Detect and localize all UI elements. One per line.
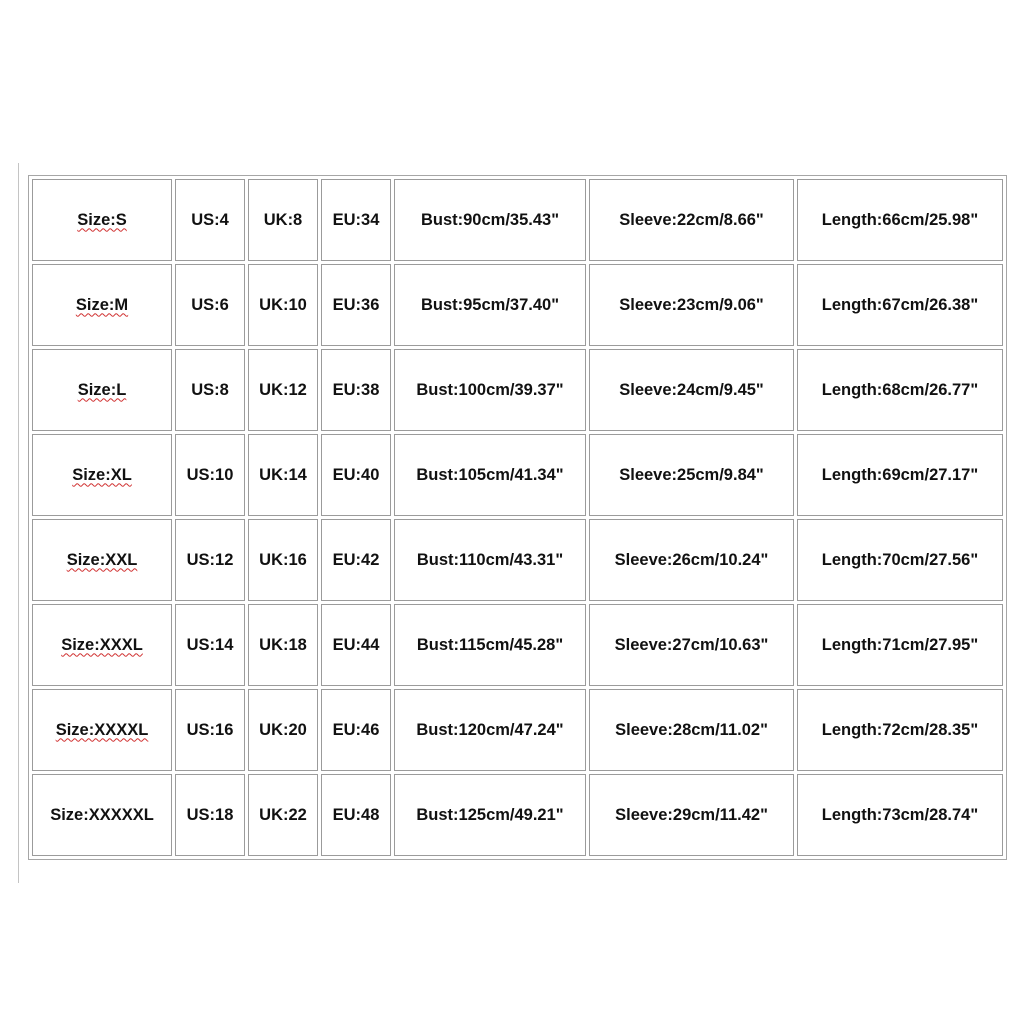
sleeve-cell: Sleeve:27cm/10.63": [589, 604, 794, 686]
eu-size-cell: EU:40: [321, 434, 391, 516]
uk-size-cell: UK:14: [248, 434, 318, 516]
table-row: [32, 689, 1003, 771]
table-row: [32, 434, 1003, 516]
length-cell: Length:69cm/27.17": [797, 434, 1003, 516]
us-size-cell: US:18: [175, 774, 245, 856]
us-size-cell: US:16: [175, 689, 245, 771]
sleeve-cell: Sleeve:24cm/9.45": [589, 349, 794, 431]
us-size-cell: US:8: [175, 349, 245, 431]
size-label: Size:M: [75, 295, 129, 314]
eu-size-cell: EU:42: [321, 519, 391, 601]
sleeve-cell: Sleeve:29cm/11.42": [589, 774, 794, 856]
eu-size-cell: EU:36: [321, 264, 391, 346]
bust-cell: Bust:125cm/49.21": [394, 774, 586, 856]
size-label: Size:XL: [72, 465, 132, 484]
bust-cell: Bust:110cm/43.31": [394, 519, 586, 601]
us-size-cell: US:14: [175, 604, 245, 686]
size-label: Size:XXL: [66, 550, 138, 569]
size-cell: [32, 349, 172, 431]
sleeve-cell: Sleeve:28cm/11.02": [589, 689, 794, 771]
sleeve-cell: Sleeve:26cm/10.24": [589, 519, 794, 601]
size-cell: [32, 179, 172, 261]
eu-size-cell: EU:48: [321, 774, 391, 856]
table-row: [32, 264, 1003, 346]
table-row: [32, 604, 1003, 686]
eu-size-cell: EU:44: [321, 604, 391, 686]
eu-size-cell: EU:38: [321, 349, 391, 431]
size-chart-table: [28, 175, 1007, 860]
length-cell: Length:66cm/25.98": [797, 179, 1003, 261]
table-row: [32, 774, 1003, 856]
sleeve-cell: Sleeve:23cm/9.06": [589, 264, 794, 346]
uk-size-cell: UK:12: [248, 349, 318, 431]
size-cell: [32, 434, 172, 516]
size-cell: [32, 264, 172, 346]
table-row: [32, 349, 1003, 431]
size-cell: [32, 689, 172, 771]
size-label: Size:XXXXXL: [50, 805, 154, 824]
length-cell: Length:73cm/28.74": [797, 774, 1003, 856]
left-margin-rule: [18, 163, 19, 883]
size-label: Size:XXXL: [61, 635, 143, 654]
us-size-cell: US:6: [175, 264, 245, 346]
sleeve-cell: Sleeve:22cm/8.66": [589, 179, 794, 261]
length-cell: Length:72cm/28.35": [797, 689, 1003, 771]
size-cell: [32, 519, 172, 601]
length-cell: Length:67cm/26.38": [797, 264, 1003, 346]
bust-cell: Bust:105cm/41.34": [394, 434, 586, 516]
size-label: Size:XXXXL: [55, 720, 149, 739]
uk-size-cell: UK:16: [248, 519, 318, 601]
uk-size-cell: UK:22: [248, 774, 318, 856]
table-row: [32, 519, 1003, 601]
eu-size-cell: EU:34: [321, 179, 391, 261]
eu-size-cell: EU:46: [321, 689, 391, 771]
table-row: [32, 179, 1003, 261]
size-cell: [32, 774, 172, 856]
sleeve-cell: Sleeve:25cm/9.84": [589, 434, 794, 516]
bust-cell: Bust:115cm/45.28": [394, 604, 586, 686]
uk-size-cell: UK:18: [248, 604, 318, 686]
uk-size-cell: UK:20: [248, 689, 318, 771]
us-size-cell: US:10: [175, 434, 245, 516]
bust-cell: Bust:90cm/35.43": [394, 179, 586, 261]
uk-size-cell: UK:8: [248, 179, 318, 261]
length-cell: Length:68cm/26.77": [797, 349, 1003, 431]
us-size-cell: US:4: [175, 179, 245, 261]
bust-cell: Bust:95cm/37.40": [394, 264, 586, 346]
size-cell: [32, 604, 172, 686]
size-label: Size:L: [77, 380, 127, 399]
bust-cell: Bust:100cm/39.37": [394, 349, 586, 431]
uk-size-cell: UK:10: [248, 264, 318, 346]
size-label: Size:S: [77, 210, 127, 229]
bust-cell: Bust:120cm/47.24": [394, 689, 586, 771]
length-cell: Length:71cm/27.95": [797, 604, 1003, 686]
us-size-cell: US:12: [175, 519, 245, 601]
length-cell: Length:70cm/27.56": [797, 519, 1003, 601]
